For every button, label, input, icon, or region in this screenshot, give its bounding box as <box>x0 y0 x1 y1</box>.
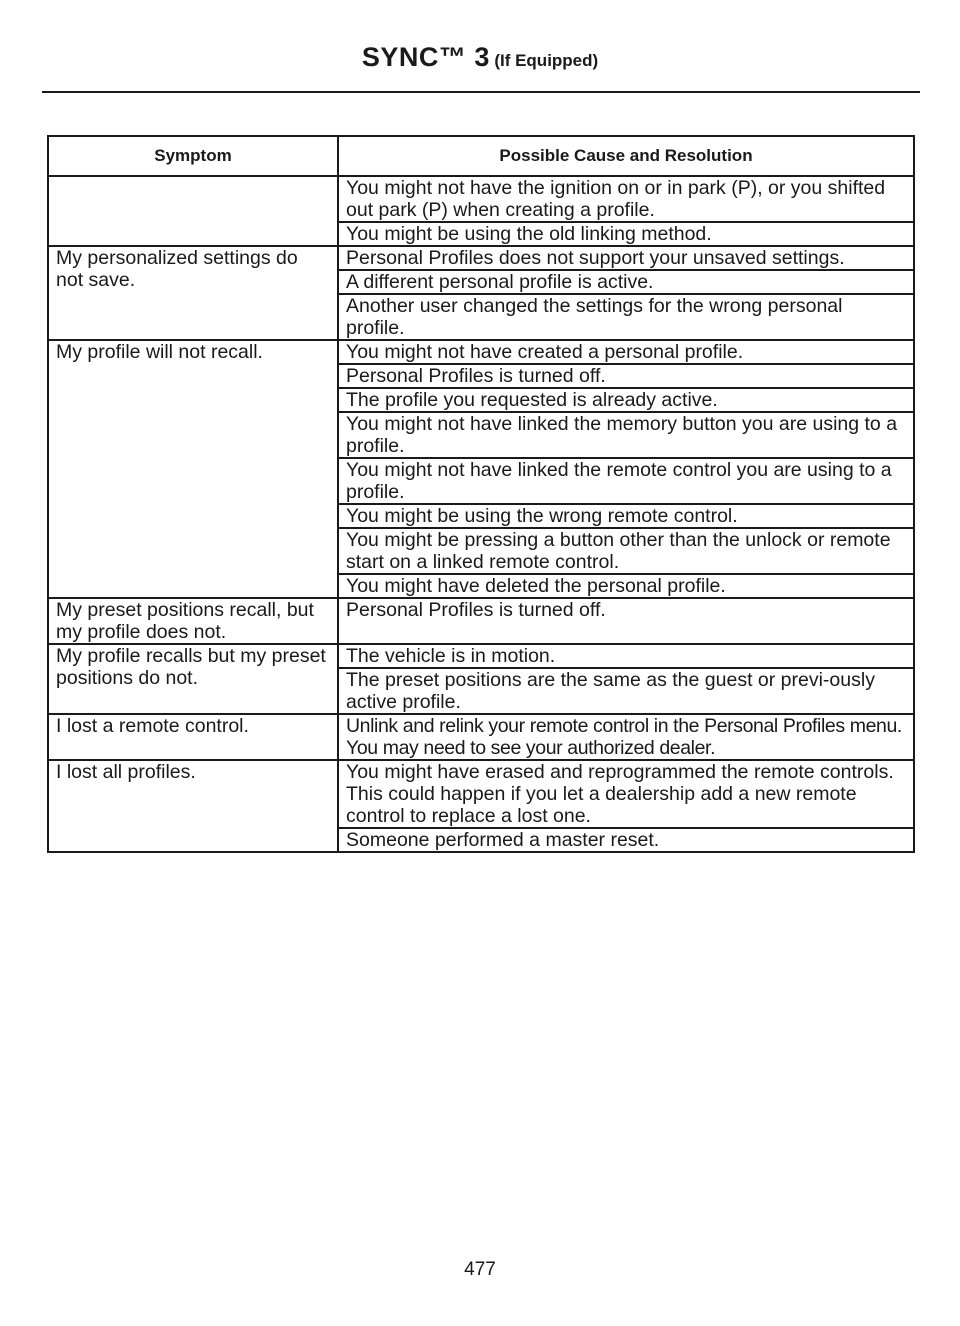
page-title: SYNC™ 3 <box>361 42 490 72</box>
cause-cell: You might not have the ignition on or in park (P), or you shifted out park (P) when creating a profile. <box>338 176 914 222</box>
cause-cell: Someone performed a master reset. <box>338 828 914 852</box>
table-row <box>48 714 914 760</box>
cause-cell: Unlink and relink your remote control in the Personal Profiles menu. You may need to see your authorized dealer. <box>338 714 914 760</box>
column-header-cause: Possible Cause and Resolution <box>338 136 914 176</box>
cause-cell: The vehicle is in motion. <box>338 644 914 668</box>
cause-cell: Personal Profiles is turned off. <box>338 364 914 388</box>
table-row <box>48 644 914 668</box>
troubleshooting-table <box>47 135 915 853</box>
cause-cell: Personal Profiles does not support your unsaved settings. <box>338 246 914 270</box>
cause-cell: The preset positions are the same as the guest or previ-ously active profile. <box>338 668 914 714</box>
header-rule <box>42 91 920 93</box>
cause-cell: The profile you requested is already active. <box>338 388 914 412</box>
table-row <box>48 246 914 270</box>
symptom-cell: My personalized settings do not save. <box>48 246 338 340</box>
cause-cell: You might have erased and reprogrammed the remote controls. This could happen if you let a dealership add a new remote control to replace a lost one. <box>338 760 914 828</box>
symptom-cell <box>48 176 338 246</box>
table-row <box>48 176 914 222</box>
cause-cell: You might be pressing a button other than the unlock or remote start on a linked remote control. <box>338 528 914 574</box>
cause-cell: A different personal profile is active. <box>338 270 914 294</box>
cause-cell: You might be using the old linking method. <box>338 222 914 246</box>
page-subtitle: (If Equipped) <box>494 51 599 70</box>
cause-cell: You might not have linked the remote control you are using to a profile. <box>338 458 914 504</box>
cause-cell: You might not have linked the memory button you are using to a profile. <box>338 412 914 458</box>
cause-cell: You might be using the wrong remote control. <box>338 504 914 528</box>
table-row <box>48 760 914 828</box>
symptom-cell: I lost a remote control. <box>48 714 338 760</box>
column-header-symptom: Symptom <box>48 136 338 176</box>
page-header <box>0 42 960 73</box>
cause-cell: You might have deleted the personal profile. <box>338 574 914 598</box>
table-header-row <box>48 136 914 176</box>
symptom-cell: My profile will not recall. <box>48 340 338 598</box>
table-row <box>48 340 914 364</box>
table-row <box>48 598 914 644</box>
symptom-cell: I lost all profiles. <box>48 760 338 852</box>
cause-cell: You might not have created a personal profile. <box>338 340 914 364</box>
symptom-cell: My profile recalls but my preset positions do not. <box>48 644 338 714</box>
cause-cell: Another user changed the settings for the wrong personal profile. <box>338 294 914 340</box>
cause-cell: Personal Profiles is turned off. <box>338 598 914 644</box>
page-number: 477 <box>464 1259 496 1280</box>
symptom-cell: My preset positions recall, but my profile does not. <box>48 598 338 644</box>
